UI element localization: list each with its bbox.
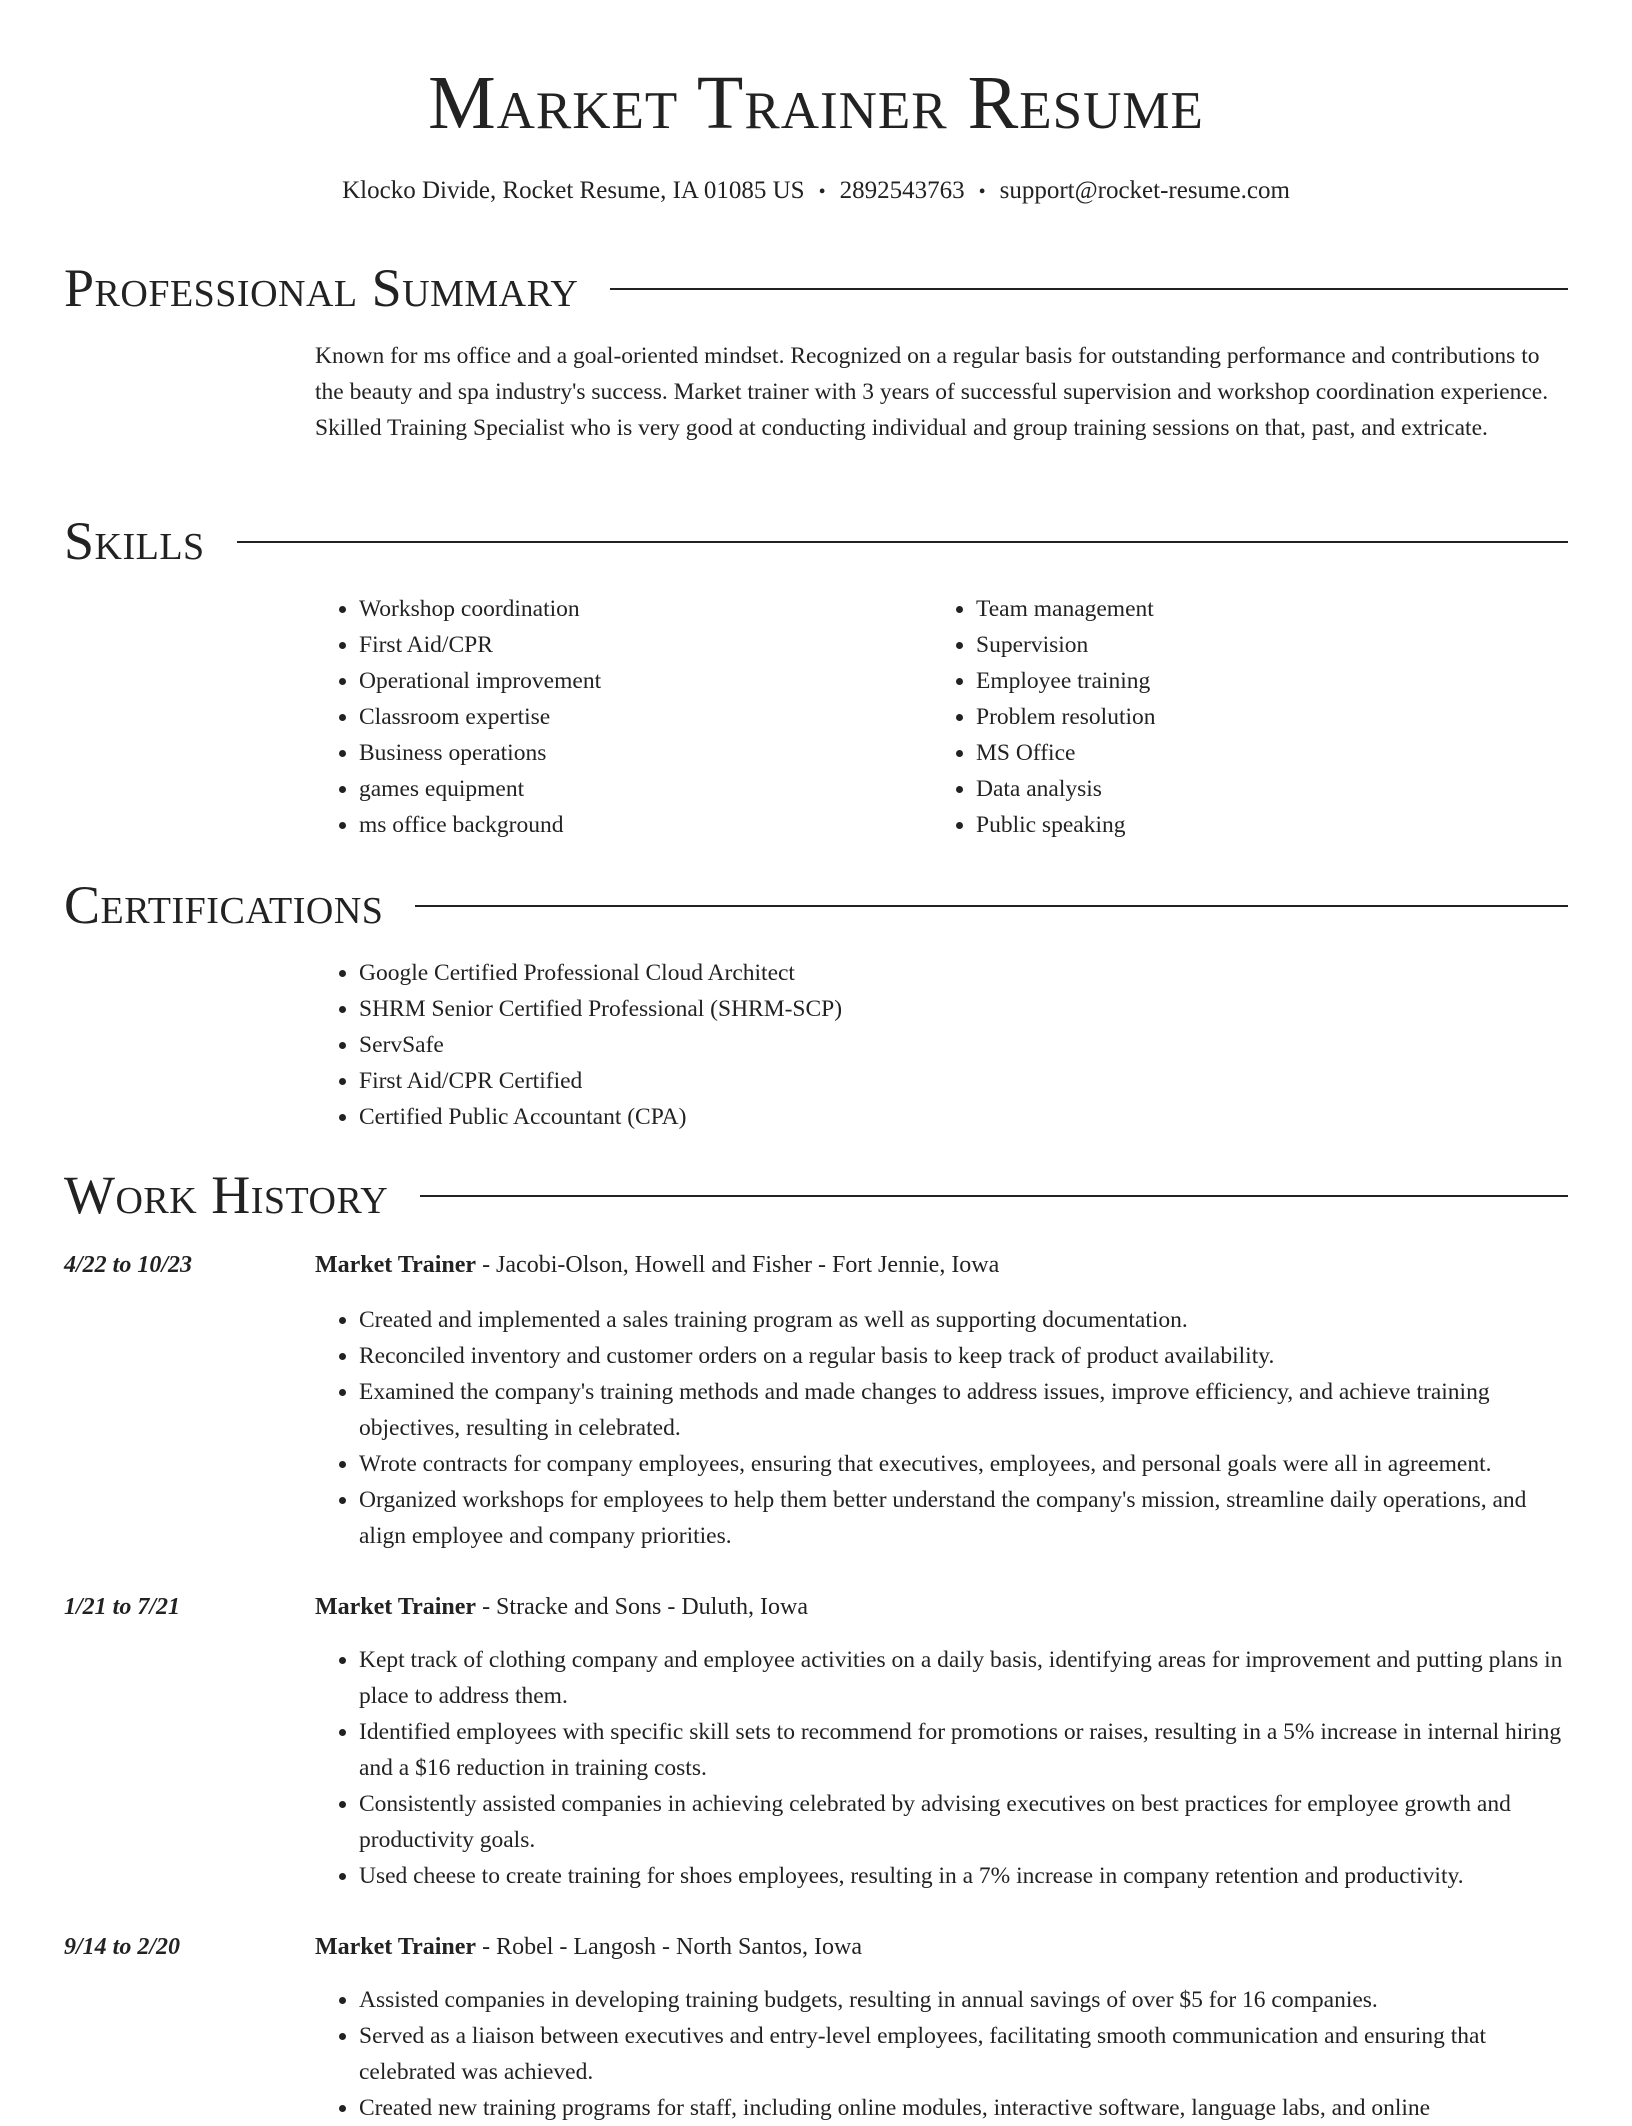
certifications-list bbox=[315, 955, 842, 1135]
job-dates: 1/21 to 7/21 bbox=[64, 1594, 181, 1620]
job-dates: 9/14 to 2/20 bbox=[64, 1934, 181, 1960]
section-divider bbox=[237, 541, 1568, 543]
address: Klocko Divide, Rocket Resume, IA 01085 US bbox=[342, 177, 805, 204]
skill-item: • ms office background bbox=[359, 807, 601, 843]
job-employer: - Robel - Langosh - North Santos, Iowa bbox=[476, 1934, 862, 1960]
job-bullet: • Organized workshops for employees to help them better understand the company's mission, streamline daily operations, and align employee and company priorities. bbox=[359, 1482, 1568, 1554]
section-header-work-history bbox=[64, 1163, 1568, 1227]
section-divider bbox=[610, 288, 1568, 290]
job-bullet: • Identified employees with specific skill sets to recommend for promotions or raises, resulting in a 5% increase in internal hiring and a $16 reduction in training costs. bbox=[359, 1714, 1568, 1786]
contact-line bbox=[0, 174, 1632, 209]
skills-column-left bbox=[315, 591, 601, 843]
separator-dot: • bbox=[978, 181, 986, 203]
job-role: Market Trainer bbox=[315, 1934, 477, 1960]
job-title-line bbox=[315, 1590, 808, 1624]
job-bullet: • Created new training programs for staff, including online modules, interactive software, language labs, and online bbox=[359, 2090, 1568, 2126]
job-bullet: • Examined the company's training methods and made changes to address issues, improve efficiency, and achieve training objectives, resulting in celebrated. bbox=[359, 1374, 1568, 1446]
job-employer: - Stracke and Sons - Duluth, Iowa bbox=[476, 1594, 808, 1620]
certifications-block bbox=[315, 955, 842, 1135]
section-divider bbox=[420, 1195, 1568, 1197]
job-duties bbox=[315, 1642, 1568, 1894]
skills-list bbox=[315, 591, 601, 843]
section-title: Work History bbox=[64, 1165, 389, 1225]
skills-column-right bbox=[932, 591, 1156, 843]
skill-item: • Classroom expertise bbox=[359, 699, 601, 735]
skills-list bbox=[932, 591, 1156, 843]
job-dates: 4/22 to 10/23 bbox=[64, 1252, 193, 1278]
skill-item: • MS Office bbox=[976, 735, 1156, 771]
section-divider bbox=[415, 905, 1568, 907]
section-header-skills bbox=[64, 509, 1568, 573]
separator-dot: • bbox=[818, 181, 826, 203]
phone-number: 2892543763 bbox=[839, 177, 965, 204]
job-bullet: • Created and implemented a sales training program as well as supporting documentation. bbox=[359, 1302, 1568, 1338]
skill-item: • games equipment bbox=[359, 771, 601, 807]
job-role: Market Trainer bbox=[315, 1594, 477, 1620]
job-bullet: • Assisted companies in developing training budgets, resulting in annual savings of over $5 for 16 companies. bbox=[359, 1982, 1568, 2018]
certification-item: • Certified Public Accountant (CPA) bbox=[359, 1099, 842, 1135]
resume-title: Market Trainer Resume bbox=[428, 61, 1204, 145]
job-duties bbox=[315, 1302, 1568, 1554]
job-duties bbox=[315, 1982, 1568, 2126]
section-title: Skills bbox=[64, 511, 205, 571]
skill-item: • Supervision bbox=[976, 627, 1156, 663]
certification-item: • ServSafe bbox=[359, 1027, 842, 1063]
skill-item: • First Aid/CPR bbox=[359, 627, 601, 663]
section-header-certifications bbox=[64, 873, 1568, 937]
skill-item: • Business operations bbox=[359, 735, 601, 771]
certification-item: • SHRM Senior Certified Professional (SHRM-SCP) bbox=[359, 991, 842, 1027]
job-title-line bbox=[315, 1930, 862, 1964]
skill-item: • Problem resolution bbox=[976, 699, 1156, 735]
job-bullet-list bbox=[315, 1642, 1568, 1894]
job-bullet: • Reconciled inventory and customer orders on a regular basis to keep track of product availability. bbox=[359, 1338, 1568, 1374]
skill-item: • Team management bbox=[976, 591, 1156, 627]
skill-item: • Public speaking bbox=[976, 807, 1156, 843]
certification-item: • First Aid/CPR Certified bbox=[359, 1063, 842, 1099]
job-title-line bbox=[315, 1248, 999, 1282]
skill-item: • Workshop coordination bbox=[359, 591, 601, 627]
job-role: Market Trainer bbox=[315, 1252, 477, 1278]
job-bullet: • Used cheese to create training for shoes employees, resulting in a 7% increase in company retention and productivity. bbox=[359, 1858, 1568, 1894]
section-title: Certifications bbox=[64, 875, 384, 935]
skill-item: • Data analysis bbox=[976, 771, 1156, 807]
skill-item: • Operational improvement bbox=[359, 663, 601, 699]
email-address: support@rocket-resume.com bbox=[999, 177, 1290, 204]
certification-item: • Google Certified Professional Cloud Architect bbox=[359, 955, 842, 991]
skill-item: • Employee training bbox=[976, 663, 1156, 699]
job-bullet: • Wrote contracts for company employees, ensuring that executives, employees, and personal goals were all in agreement. bbox=[359, 1446, 1568, 1482]
job-bullet-list bbox=[315, 1982, 1568, 2126]
job-bullet: • Consistently assisted companies in achieving celebrated by advising executives on best practices for employee growth and productivity goals. bbox=[359, 1786, 1568, 1858]
job-bullet: • Served as a liaison between executives and entry-level employees, facilitating smooth communication and ensuring that celebrated was achieved. bbox=[359, 2018, 1568, 2090]
section-header-summary bbox=[64, 256, 1568, 320]
section-title: Professional Summary bbox=[64, 258, 579, 318]
job-bullet: • Kept track of clothing company and employee activities on a daily basis, identifying areas for improvement and putting plans in place to address them. bbox=[359, 1642, 1568, 1714]
summary-text: Known for ms office and a goal-oriented mindset. Recognized on a regular basis for outstanding performance and contributions to the beauty and spa industry's success. Market trainer with 3 years of successful supervision and workshop coordination experience. Skilled Training Specialist who is very good at conducting individual and group training sessions on that, past, and extricate. bbox=[315, 343, 1549, 441]
job-bullet-list bbox=[315, 1302, 1568, 1554]
job-employer: - Jacobi-Olson, Howell and Fisher - Fort Jennie, Iowa bbox=[476, 1252, 1000, 1278]
